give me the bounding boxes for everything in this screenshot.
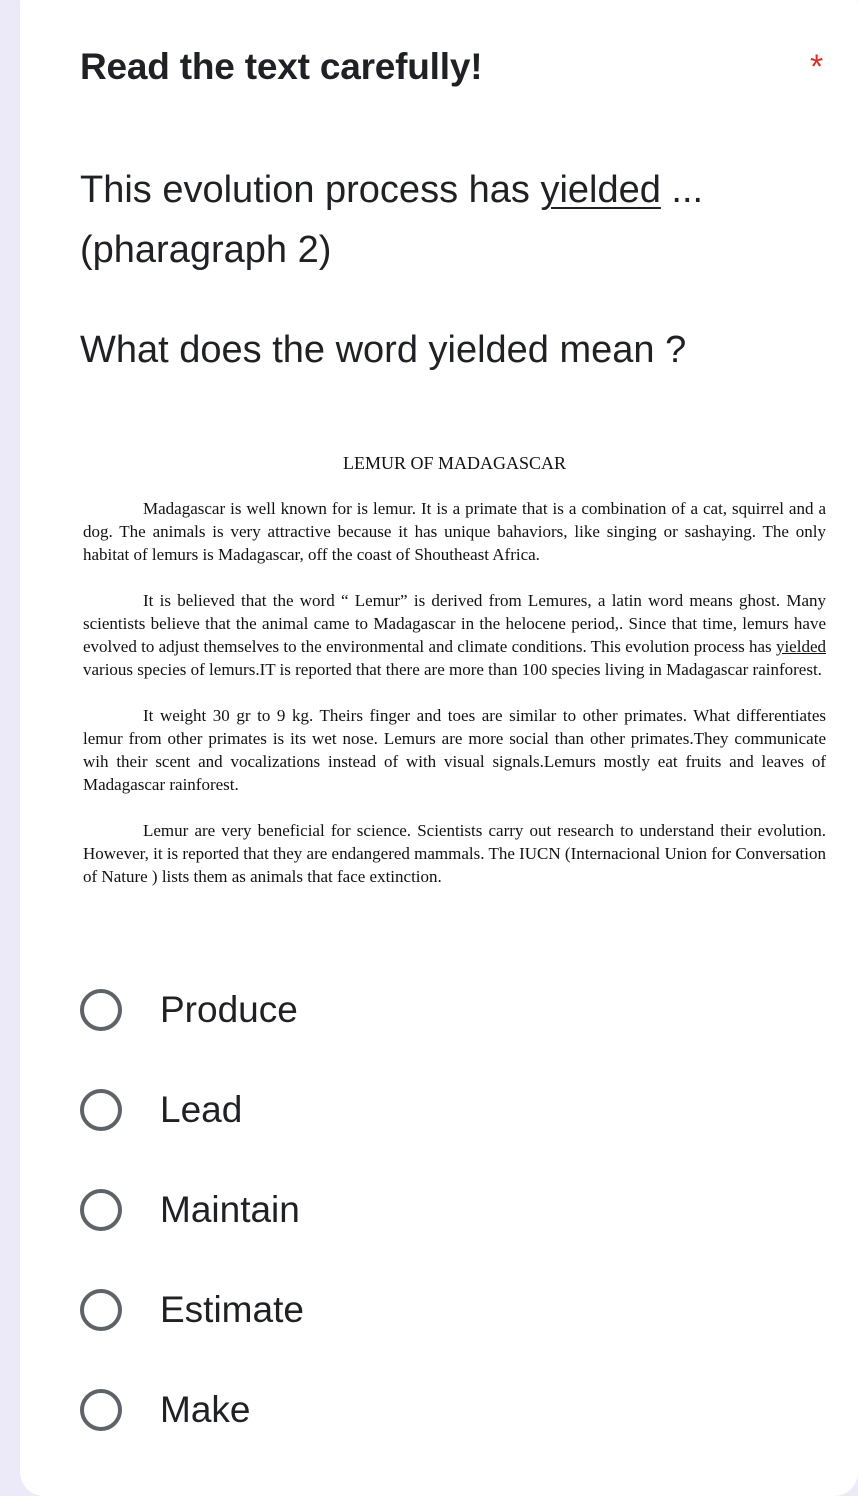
answer-options <box>80 960 304 1460</box>
question-text <box>80 160 820 280</box>
radio-button[interactable] <box>80 1089 122 1131</box>
option-make[interactable] <box>80 1360 304 1460</box>
passage-title: LEMUR OF MADAGASCAR <box>342 453 567 473</box>
option-label: Estimate <box>160 1289 304 1330</box>
radio-button[interactable] <box>80 1189 122 1231</box>
passage-paragraph-2-before: It is believed that the word “ Lemur” is derived from Lemures, a latin word means ghost. Many scientists believe that the animal came to Madagascar in the helocene period,. Since that time, lemurs have evolved to adjust themselves to the environmental and climate conditions. This evolution process has <box>83 591 826 656</box>
option-label: Make <box>160 1389 251 1430</box>
radio-button[interactable] <box>80 989 122 1031</box>
required-asterisk: * <box>810 48 824 86</box>
option-label: Lead <box>160 1089 243 1130</box>
passage-paragraph-2-after: various species of lemurs.IT is reported that there are more than 100 species living in Madagascar rainforest. <box>83 660 822 679</box>
radio-button[interactable] <box>80 1289 122 1331</box>
question-text-before: This evolution process has <box>80 169 541 211</box>
passage-paragraph-3: It weight 30 gr to 9 kg. Theirs finger and toes are similar to other primates. What differentiates lemur from other primates is its wet nose. Lemurs are more social than other primates.They communicate wih their scent and vocalizations instead of with visual signals.Lemurs mostly eat fruits and leaves of Madagascar rainforest. <box>83 706 826 794</box>
reading-passage-image <box>83 452 826 911</box>
option-label: Maintain <box>160 1189 300 1230</box>
option-label: Produce <box>160 989 298 1030</box>
question-prompt: What does the word yielded mean ? <box>80 329 687 371</box>
question-keyword: yielded <box>540 169 661 211</box>
radio-button[interactable] <box>80 1389 122 1431</box>
passage-paragraph-1: Madagascar is well known for is lemur. It is a primate that is a combination of a cat, squirrel and a dog. The animals is very attractive because it has unique bahaviors, like singing or sashaying. The only habitat of lemurs is Madagascar, off the coast of Shoutheast Africa. <box>83 499 826 564</box>
question-title: Read the text carefully! <box>80 46 483 87</box>
passage-paragraph-2 <box>83 589 826 681</box>
option-estimate[interactable] <box>80 1260 304 1360</box>
passage-keyword: yielded <box>775 637 826 656</box>
option-produce[interactable] <box>80 960 304 1060</box>
option-lead[interactable] <box>80 1060 304 1160</box>
option-maintain[interactable] <box>80 1160 304 1260</box>
passage-paragraph-4: Lemur are very beneficial for science. Scientists carry out research to understand their evolution. However, it is reported that they are endangered mammals. The IUCN (Internacional Union for Conversation of Nature ) lists them as animals that face extinction. <box>83 821 826 886</box>
question-text-after: ... (pharagraph 2) <box>80 169 704 271</box>
